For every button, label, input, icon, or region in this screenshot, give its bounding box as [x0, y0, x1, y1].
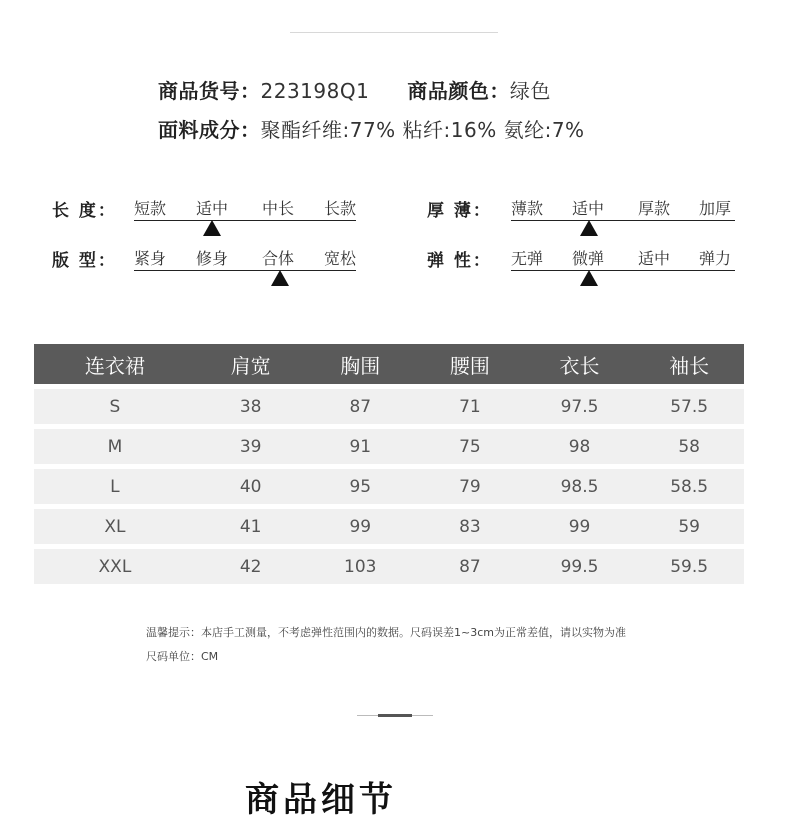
section-title: 商品细节 [245, 780, 397, 820]
thickness-option: 厚款 [638, 199, 671, 218]
measurement-tip: 温馨提示：本店手工测量，不考虑弹性范围内的数据。尺码误差1~3cm为正常差值，请以实物为准 [146, 626, 626, 639]
table-cell: 71 [415, 389, 525, 424]
elasticity-scale-line [511, 270, 735, 271]
table-cell: 58 [634, 429, 744, 464]
elasticity-selected-marker [580, 270, 598, 286]
table-cell: XXL [34, 549, 196, 584]
fit-option: 宽松 [324, 249, 357, 268]
table-cell: 103 [305, 549, 415, 584]
table-cell: 41 [196, 509, 306, 544]
table-cell: 59 [634, 509, 744, 544]
thickness-option: 加厚 [699, 199, 732, 218]
header-cell: 胸围 [305, 344, 415, 384]
length-option: 中长 [262, 199, 295, 218]
table-cell: L [34, 469, 196, 504]
table-cell: 91 [305, 429, 415, 464]
thickness-scale [511, 196, 735, 222]
size-unit-note: 尺码单位：CM [146, 650, 219, 663]
color-value: 绿色 [509, 79, 551, 103]
header-cell: 连衣裙 [34, 344, 196, 384]
color-label: 商品颜色： [407, 79, 510, 103]
header-cell: 袖长 [634, 344, 744, 384]
fit-scale [134, 246, 356, 272]
length-option: 长款 [324, 199, 357, 218]
elasticity-label: 弹 性： [427, 251, 492, 271]
fit-selected-marker [271, 270, 289, 286]
table-cell: 42 [196, 549, 306, 584]
sku-value: 223198Q1 [260, 79, 370, 103]
length-option: 适中 [196, 199, 229, 218]
table-cell: 99.5 [525, 549, 635, 584]
table-cell: 99 [525, 509, 635, 544]
elasticity-scale [511, 246, 735, 272]
sku-label: 商品货号： [158, 79, 261, 103]
table-cell: M [34, 429, 196, 464]
header-cell: 腰围 [415, 344, 525, 384]
fabric-value: 聚酯纤维:77% 粘纤:16% 氨纶:7% [260, 118, 585, 142]
thickness-label: 厚 薄： [427, 201, 492, 221]
thickness-option: 适中 [572, 199, 605, 218]
table-cell: 83 [415, 509, 525, 544]
table-row [34, 389, 744, 424]
elasticity-option: 无弹 [511, 249, 544, 268]
table-row [34, 509, 744, 544]
table-cell: 57.5 [634, 389, 744, 424]
fit-option: 修身 [196, 249, 229, 268]
table-cell: 40 [196, 469, 306, 504]
header-cell: 肩宽 [196, 344, 306, 384]
table-cell: 75 [415, 429, 525, 464]
table-cell: 98.5 [525, 469, 635, 504]
elasticity-option: 适中 [638, 249, 671, 268]
table-cell: 38 [196, 389, 306, 424]
product-info-row-1 [158, 75, 551, 104]
thickness-selected-marker [580, 220, 598, 236]
table-cell: 98 [525, 429, 635, 464]
thickness-scale-line [511, 220, 735, 221]
length-label: 长 度： [52, 201, 117, 221]
fit-option: 紧身 [134, 249, 167, 268]
table-row [34, 549, 744, 584]
thickness-option: 薄款 [511, 199, 544, 218]
table-row [34, 429, 744, 464]
fit-scale-line [134, 270, 356, 271]
elasticity-option: 微弹 [572, 249, 605, 268]
length-option: 短款 [134, 199, 167, 218]
product-info-row-2 [158, 114, 585, 143]
fabric-label: 面料成分： [158, 118, 261, 142]
table-row [34, 469, 744, 504]
length-scale-line [134, 220, 356, 221]
table-cell: 87 [415, 549, 525, 584]
table-cell: 58.5 [634, 469, 744, 504]
table-cell: 79 [415, 469, 525, 504]
elasticity-option: 弹力 [699, 249, 732, 268]
fit-option: 合体 [262, 249, 295, 268]
table-cell: 59.5 [634, 549, 744, 584]
table-cell: S [34, 389, 196, 424]
table-cell: 87 [305, 389, 415, 424]
top-divider [290, 32, 498, 33]
table-cell: 99 [305, 509, 415, 544]
table-cell: 39 [196, 429, 306, 464]
table-cell: XL [34, 509, 196, 544]
header-cell: 衣长 [525, 344, 635, 384]
fit-label: 版 型： [52, 251, 117, 271]
size-table-header [34, 344, 744, 384]
table-cell: 97.5 [525, 389, 635, 424]
length-scale [134, 196, 356, 222]
length-selected-marker [203, 220, 221, 236]
table-cell: 95 [305, 469, 415, 504]
size-table [34, 339, 744, 589]
section-divider-accent [378, 714, 412, 717]
